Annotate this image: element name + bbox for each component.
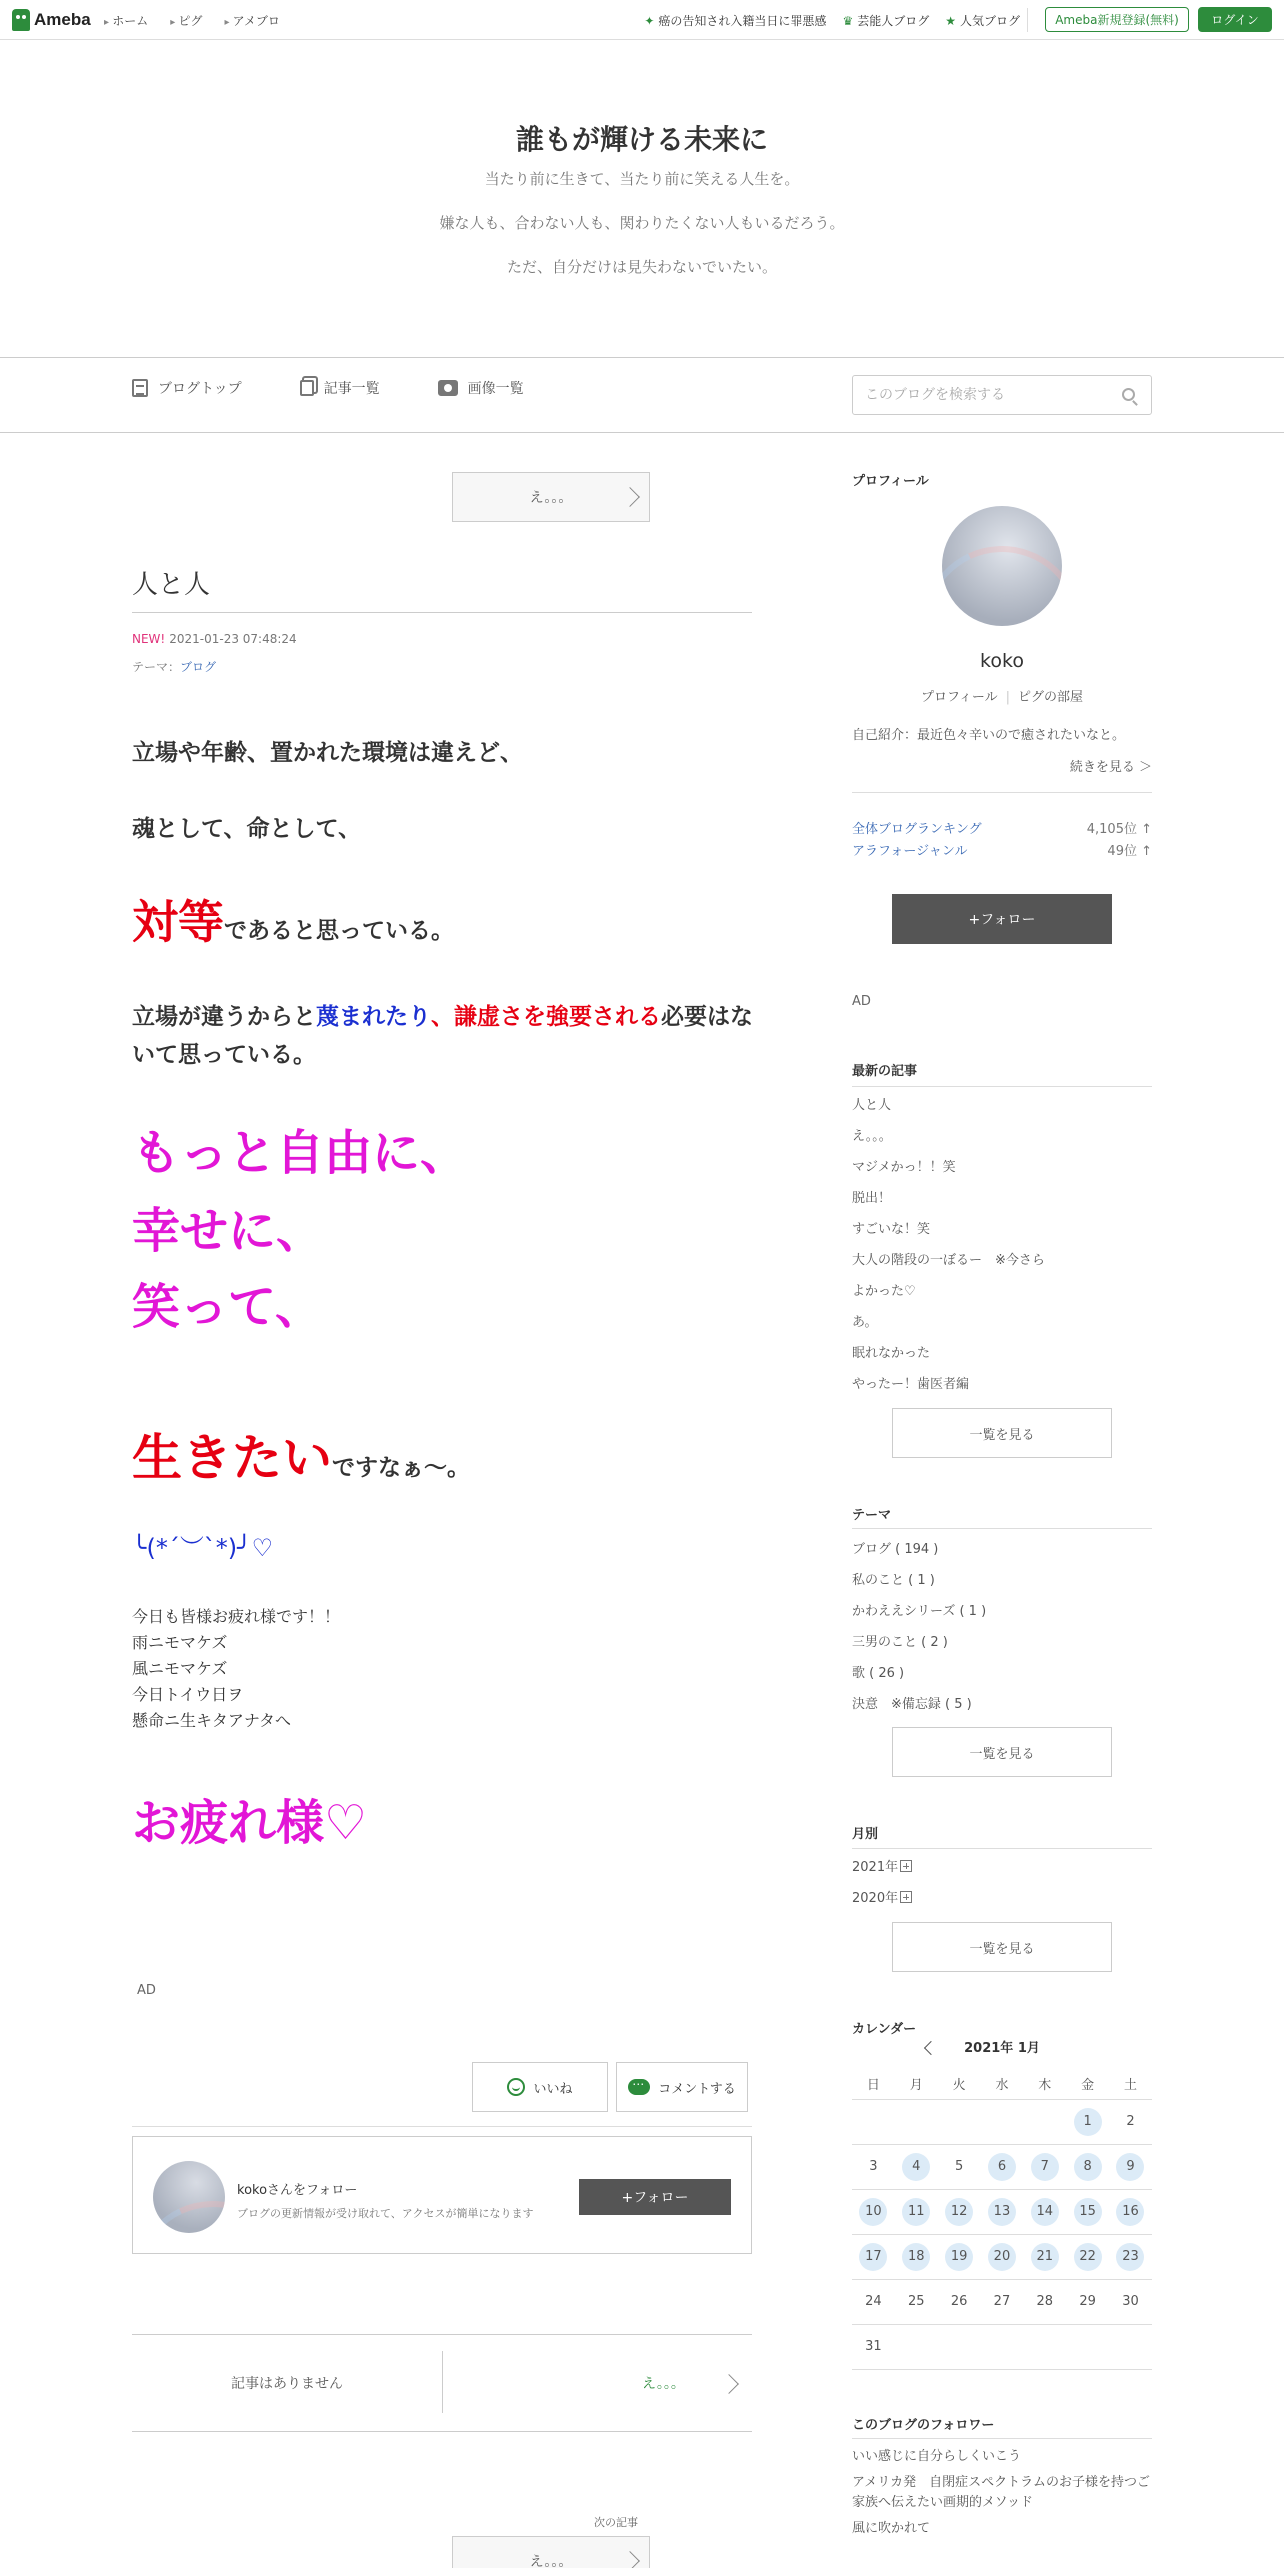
image-list-link[interactable]: 画像一覧: [438, 378, 524, 398]
ad-label: AD: [137, 1983, 156, 1998]
followers-heading: このブログのフォロワー: [852, 2418, 995, 2433]
ranking-row: 全体ブログランキング 4,105位 ↑: [852, 818, 1152, 837]
no-article-text: 記事はありません: [231, 2376, 343, 2392]
recent-item[interactable]: やったー！歯医者編: [852, 1377, 970, 1392]
divider: [1027, 8, 1028, 32]
comment-button[interactable]: … コメントする: [616, 2062, 748, 2112]
theme-item[interactable]: 歌 ( 26 ): [852, 1666, 905, 1681]
new-badge: NEW!: [132, 632, 166, 646]
closing-text: お疲れ様♡: [132, 1795, 368, 1851]
body-line: 風ニモマケズ: [132, 1659, 228, 1678]
body-line: 懸命ニ生キタアナタへ: [132, 1711, 292, 1730]
follower-list: [852, 2447, 1152, 2539]
recent-item[interactable]: 人と人: [852, 1098, 892, 1113]
see-all-recent-button[interactable]: 一覧を見る: [892, 1408, 1112, 1458]
recent-list: [852, 1094, 1045, 1404]
camera-icon: [438, 380, 458, 396]
body-line: 今日トイウ日ヲ: [132, 1685, 244, 1704]
calendar-day[interactable]: 15: [1066, 2198, 1109, 2226]
article-theme: テーマ：ブログ: [132, 660, 217, 674]
smile-icon: [507, 2078, 525, 2096]
theme-link[interactable]: ブログ: [180, 660, 217, 674]
search-input[interactable]: [865, 376, 1105, 414]
calendar-day: 3: [869, 2159, 878, 2174]
follower-item[interactable]: いい感じに自分らしくいこう: [852, 2449, 1022, 2464]
divider: [852, 2438, 1152, 2439]
month-item[interactable]: 2020年: [852, 1887, 912, 1906]
emphasis-text: もっと自由に、: [132, 1125, 469, 1181]
article-list-link[interactable]: 記事一覧: [300, 378, 380, 398]
profile-link[interactable]: プロフィール: [920, 690, 998, 705]
calendar-day[interactable]: 23: [1109, 2243, 1152, 2271]
global-header: [0, 0, 1284, 40]
star-icon: ★: [945, 13, 956, 28]
body-line: 雨ニモマケズ: [132, 1633, 228, 1652]
recent-item[interactable]: マジメかっ！！笑: [852, 1160, 956, 1175]
calendar-day[interactable]: 9: [1109, 2153, 1152, 2181]
trending-link-1[interactable]: ✦ 癌の告知され入籍当日に罪悪感: [644, 13, 827, 28]
calendar-week: [852, 2325, 1152, 2370]
calendar-day[interactable]: 21: [1023, 2243, 1066, 2271]
chevron-right-icon[interactable]: [719, 2374, 739, 2394]
expand-icon[interactable]: [900, 1860, 912, 1872]
theme-item[interactable]: ブログ ( 194 ): [852, 1542, 939, 1557]
divider: [852, 1848, 1152, 1849]
calendar-heading: カレンダー: [852, 2022, 917, 2037]
calendar-day[interactable]: 16: [1109, 2198, 1152, 2226]
profile-intro: 自己紹介：最近色々辛いので癒されたいなと。: [852, 728, 1126, 743]
recent-item[interactable]: すごいな！笑: [852, 1222, 931, 1237]
body-paragraph: 生きたいですなぁ〜。: [132, 1429, 470, 1487]
star-icon: ✦: [644, 13, 655, 28]
month-item[interactable]: 2021年: [852, 1856, 912, 1875]
calendar-week: [852, 2235, 1152, 2280]
blog-nav: [132, 378, 524, 398]
divider: [442, 2351, 443, 2413]
follow-card: [132, 2136, 752, 2254]
sidebar-follow-button[interactable]: +フォロー: [892, 894, 1112, 944]
ameba-logo[interactable]: [12, 8, 91, 32]
recent-heading: 最新の記事: [852, 1064, 918, 1079]
profile-avatar[interactable]: [942, 506, 1062, 626]
chevron-right-icon: [620, 2551, 640, 2568]
monthly-heading: 月別: [852, 1827, 879, 1842]
calendar-week: [852, 2280, 1152, 2325]
calendar-day: 28: [1036, 2294, 1054, 2309]
calendar-day[interactable]: 12: [938, 2198, 981, 2226]
calendar: [852, 2068, 1152, 2370]
calendar-day: 30: [1122, 2294, 1139, 2309]
see-all-months-button[interactable]: 一覧を見る: [892, 1922, 1112, 1972]
comment-icon: [628, 2079, 650, 2095]
ranking-row: アラフォージャンル 49位 ↑: [852, 840, 1152, 859]
chevron-right-icon: [620, 487, 640, 507]
follow-subtitle: ブログの更新情報が受け取れて、アクセスが簡単になります: [237, 2207, 534, 2220]
profile-links: プロフィール | ピグの部屋: [920, 690, 1084, 705]
next-article-link[interactable]: え。。。: [642, 2376, 685, 2392]
login-button[interactable]: ログイン: [1198, 7, 1272, 32]
register-button[interactable]: Ameba新規登録(無料): [1045, 7, 1189, 32]
blog-title[interactable]: 誰もが輝ける未来に: [515, 123, 768, 156]
avatar[interactable]: [153, 2161, 225, 2233]
divider: [0, 357, 1284, 358]
trending-links: [644, 12, 1020, 29]
body-paragraph: 立場や年齢、置かれた環境は違えど、: [132, 740, 523, 766]
calendar-day[interactable]: 4: [895, 2153, 938, 2181]
recent-item[interactable]: あ。: [852, 1315, 878, 1330]
body-line: 今日も皆様お疲れ様です！！: [132, 1607, 341, 1626]
blog-description-line: ただ、自分だけは見失わないでいたい。: [506, 258, 777, 276]
kaomoji: ╰(*´︶`*)╯♡: [132, 1534, 274, 1562]
article-pager: [132, 2334, 752, 2432]
calendar-day: 26: [950, 2294, 968, 2309]
like-button[interactable]: いいね: [472, 2062, 608, 2112]
recent-item[interactable]: 脱出！: [852, 1191, 892, 1206]
calendar-day: 2: [1126, 2114, 1135, 2129]
divider: [0, 432, 1284, 433]
calendar-weekdays: 日 月 火 水 木 金 土: [852, 2068, 1152, 2100]
divider: [852, 1086, 1152, 1087]
nav-pig[interactable]: ▸ ピグ: [170, 12, 202, 29]
calendar-day[interactable]: 10: [852, 2198, 895, 2226]
divider: [132, 612, 752, 613]
expand-icon[interactable]: [900, 1891, 912, 1903]
recent-item[interactable]: よかった♡: [852, 1284, 916, 1299]
recent-item[interactable]: え。。。: [852, 1129, 892, 1144]
prev-article-button[interactable]: え。。。: [452, 472, 650, 522]
blog-description-line: 当たり前に生きて、当たり前に笑える人生を。: [484, 170, 800, 188]
theme-item[interactable]: 私のこと ( 1 ): [852, 1573, 935, 1588]
profile-name[interactable]: koko: [980, 650, 1024, 672]
follower-item[interactable]: 風に吹かれて: [852, 2521, 931, 2536]
calendar-day[interactable]: 19: [938, 2243, 981, 2271]
theme-heading: テーマ: [852, 1508, 892, 1523]
document-icon: [132, 379, 148, 397]
calendar-week: [852, 2145, 1152, 2190]
next-article-button[interactable]: え。。。: [452, 2536, 650, 2568]
calendar-day[interactable]: 18: [895, 2243, 938, 2271]
calendar-day[interactable]: 1: [1066, 2108, 1109, 2136]
emphasis-text: 幸せに、: [132, 1203, 325, 1259]
calendar-day[interactable]: 20: [981, 2243, 1024, 2271]
emphasis-text: 笑って、: [132, 1279, 324, 1335]
nav-home[interactable]: ▸ ホーム: [104, 12, 148, 29]
calendar-day: 31: [865, 2339, 882, 2354]
recent-item[interactable]: 大人の階段の一ぼるー ※今さら: [852, 1253, 1045, 1268]
blog-top-link[interactable]: ブログトップ: [132, 378, 242, 398]
body-paragraph: 対等であると思っている。: [132, 895, 454, 949]
calendar-week: [852, 2100, 1152, 2145]
follower-item[interactable]: アメリカ発 自閉症スペクトラムのお子様を持つご家族へ伝えたい画期的メソッド: [852, 2475, 1150, 2510]
logo-text: Ameba: [34, 10, 91, 29]
pig-room-link[interactable]: ピグの部屋: [1018, 690, 1084, 705]
body-paragraph: 立場が違うからと蔑まれたり、謙虚さを強要される必要はないて思っている。: [132, 1004, 753, 1068]
calendar-day[interactable]: 8: [1066, 2153, 1109, 2181]
popular-blog-link[interactable]: ★ 人気ブログ: [945, 13, 1020, 28]
article-title[interactable]: 人と人: [132, 570, 211, 600]
calendar-day[interactable]: 14: [1023, 2198, 1066, 2226]
overall-ranking-link[interactable]: 全体ブログランキング: [852, 822, 982, 837]
calendar-day[interactable]: 6: [981, 2153, 1024, 2181]
article-date: NEW! 2021-01-23 07:48:24: [132, 632, 297, 646]
theme-item[interactable]: かわええシリーズ ( 1 ): [852, 1604, 987, 1619]
follow-title: kokoさんをフォロー: [237, 2183, 358, 2198]
calendar-day: 24: [865, 2294, 882, 2309]
calendar-day[interactable]: 7: [1023, 2153, 1066, 2181]
divider: [132, 2126, 752, 2127]
global-nav: [104, 12, 280, 29]
divider: [852, 792, 1152, 793]
calendar-week: [852, 2190, 1152, 2235]
follow-button[interactable]: +フォロー: [579, 2179, 731, 2215]
calendar-day[interactable]: 11: [895, 2198, 938, 2226]
calendar-title: 2021年 1月: [964, 2041, 1040, 2056]
blog-description-line: 嫌な人も、合わない人も、関わりたくない人もいるだろう。: [439, 214, 845, 232]
theme-list: [852, 1538, 986, 1724]
calendar-day[interactable]: 17: [852, 2243, 895, 2271]
ad-label: AD: [852, 994, 871, 1009]
calendar-day[interactable]: 22: [1066, 2243, 1109, 2271]
divider: [852, 1528, 1152, 1529]
read-more-link[interactable]: 続きを見る ＞: [1069, 760, 1152, 775]
theme-item[interactable]: 三男のこと ( 2 ): [852, 1635, 948, 1650]
calendar-day[interactable]: 13: [981, 2198, 1024, 2226]
see-all-themes-button[interactable]: 一覧を見る: [892, 1727, 1112, 1777]
blog-header: [0, 40, 1284, 358]
next-article-label: 次の記事: [594, 2516, 638, 2529]
recent-item[interactable]: 眠れなかった: [852, 1346, 931, 1361]
copy-icon: [300, 380, 314, 396]
crown-icon: ♛: [842, 13, 854, 28]
genre-ranking-link[interactable]: アラフォージャンル: [852, 844, 968, 859]
calendar-day: 29: [1079, 2294, 1096, 2309]
profile-heading: プロフィール: [852, 474, 929, 489]
blog-search: [852, 375, 1152, 415]
calendar-day: 25: [907, 2294, 925, 2309]
calendar-day: 5: [954, 2159, 964, 2174]
theme-item[interactable]: 決意 ※備忘録 ( 5 ): [852, 1697, 972, 1712]
ameba-logo-icon: [12, 9, 30, 31]
search-icon[interactable]: [1122, 388, 1135, 401]
body-paragraph: 魂として、命として、: [132, 816, 362, 842]
nav-ameblo[interactable]: ▸ アメブロ: [224, 12, 279, 29]
celebrity-blog-link[interactable]: ♛ 芸能人ブログ: [842, 13, 930, 28]
calendar-day: 27: [993, 2294, 1011, 2309]
